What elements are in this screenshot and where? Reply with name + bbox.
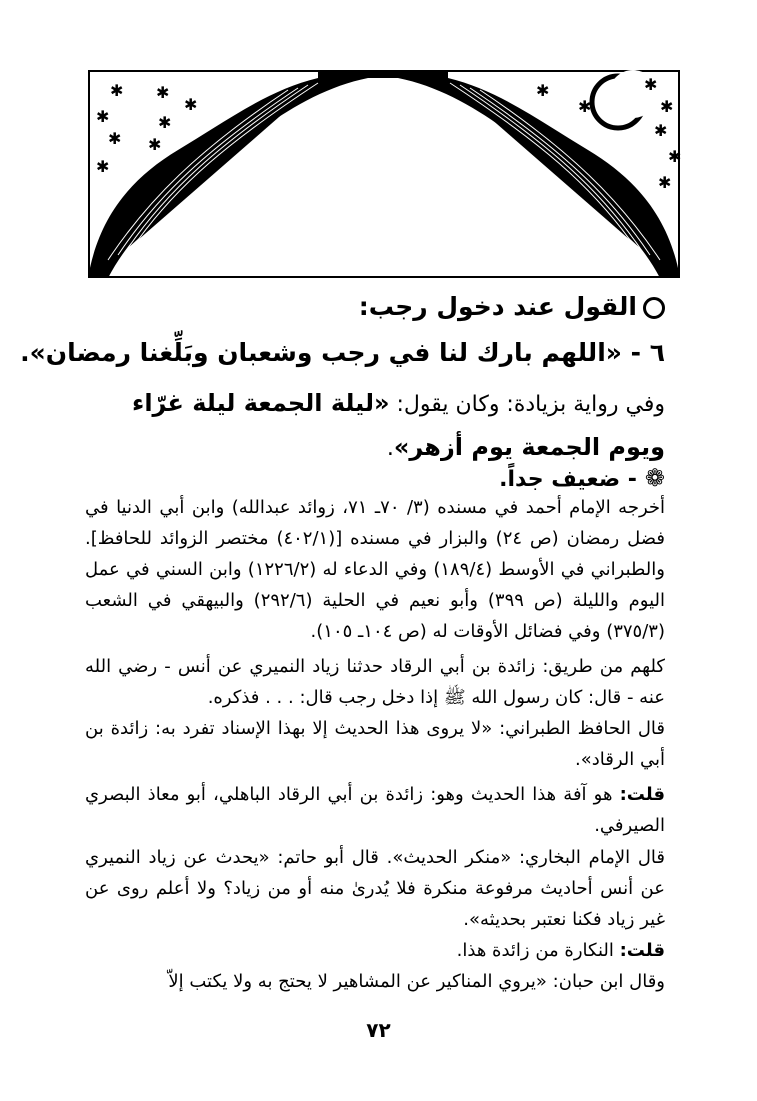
variant-quote: «ليلة الجمعة ليلة غرّاء ويوم الجمعة يوم أزهر» [132,389,665,461]
svg-text:✱: ✱ [110,81,124,100]
ibn-hibban-paragraph: وقال ابن حبان: «يروي المناكير عن المشاهير لا يحتج به ولا يكتب إلاّ [168,971,665,992]
svg-text:✱: ✱ [96,107,110,126]
svg-text:✱: ✱ [184,95,198,114]
svg-text:✱: ✱ [156,83,170,102]
svg-text:✱: ✱ [654,121,668,140]
hadith-quote: «اللهم بارك لنا في رجب وشعبان وبَلِّغنا رمضان». [20,338,622,367]
svg-text:✱: ✱ [578,97,592,116]
bukhari-paragraph: قال الإمام البخاري: «منكر الحديث». قال أبو حاتم: «يحدث عن زياد النميري عن أنس أحاديث مرفوعة منكرة فلا يُدرىٰ منه أو من زياد؟ ولا أعلم روى عن غير زياد فكنا نعتبر بحديثه». [85,847,665,930]
tabarani-paragraph: قال الحافظ الطبراني: «لا يروى هذا الحديث إلا بهذا الإسناد تفرد به: زائدة بن أبي الرقاد». [85,718,665,770]
hadith-text [20,338,665,367]
grade-line: ❁- ضعيف جداً. [499,464,665,492]
chain-paragraph: كلهم من طريق: زائدة بن أبي الرقاد حدثنا زياد النميري عن أنس - رضي الله عنه - قال: كان رسول الله ﷺ إذا دخل رجب قال: . . . فذكره. [85,656,665,708]
circle-bullet-icon [643,297,665,319]
svg-text:✱: ✱ [96,157,110,176]
svg-text:✱: ✱ [158,113,172,132]
comment-paragraph-2: قلت: النكارة من زائدة هذا. [456,940,665,961]
svg-text:✱: ✱ [658,173,672,192]
page-number: ٧٢ [366,1018,391,1042]
svg-text:✱: ✱ [148,135,162,154]
section-heading: القول عند دخول رجب: [359,292,665,321]
svg-text:✱: ✱ [108,129,122,148]
takhrij-paragraph: أخرجه الإمام أحمد في مسنده (٣/ ٧٠ـ ٧١، زوائد عبدالله) وابن أبي الدنيا في فضل رمضان (ص ٢٤) والبزار في مسنده [(٤٠٢/١) مختصر الزوائد للحافظ]. والطبراني في الأوسط (١٨٩/٤) وفي الدعاء له (١٢٢٦/٢) وابن السني في عمل اليوم والليلة (ص ٣٩٩) وأبو نعيم في الحلية (٢٩٢/٦) والبيهقي في الشعب (٣٧٥/٣) وفي فضائل الأوقات له (ص ١٠٤ـ ١٠٥). [85,497,666,642]
hadith-number: ٦ - [630,338,665,367]
crescent-night-banner [88,70,680,278]
flower-ornament-icon: ❁ [644,464,665,492]
comment-paragraph: قلت: هو آفة هذا الحديث وهو: زائدة بن أبي الرقاد الباهلي، أبو معاذ البصري الصيرفي. [85,784,665,836]
svg-text:✱: ✱ [644,75,658,94]
variant-narration: وفي رواية بزيادة: وكان يقول: «ليلة الجمعة ليلة غرّاء ويوم الجمعة يوم أزهر». [132,389,665,461]
svg-text:✱: ✱ [660,97,674,116]
svg-text:✱: ✱ [536,81,550,100]
svg-text:✱: ✱ [668,147,682,166]
